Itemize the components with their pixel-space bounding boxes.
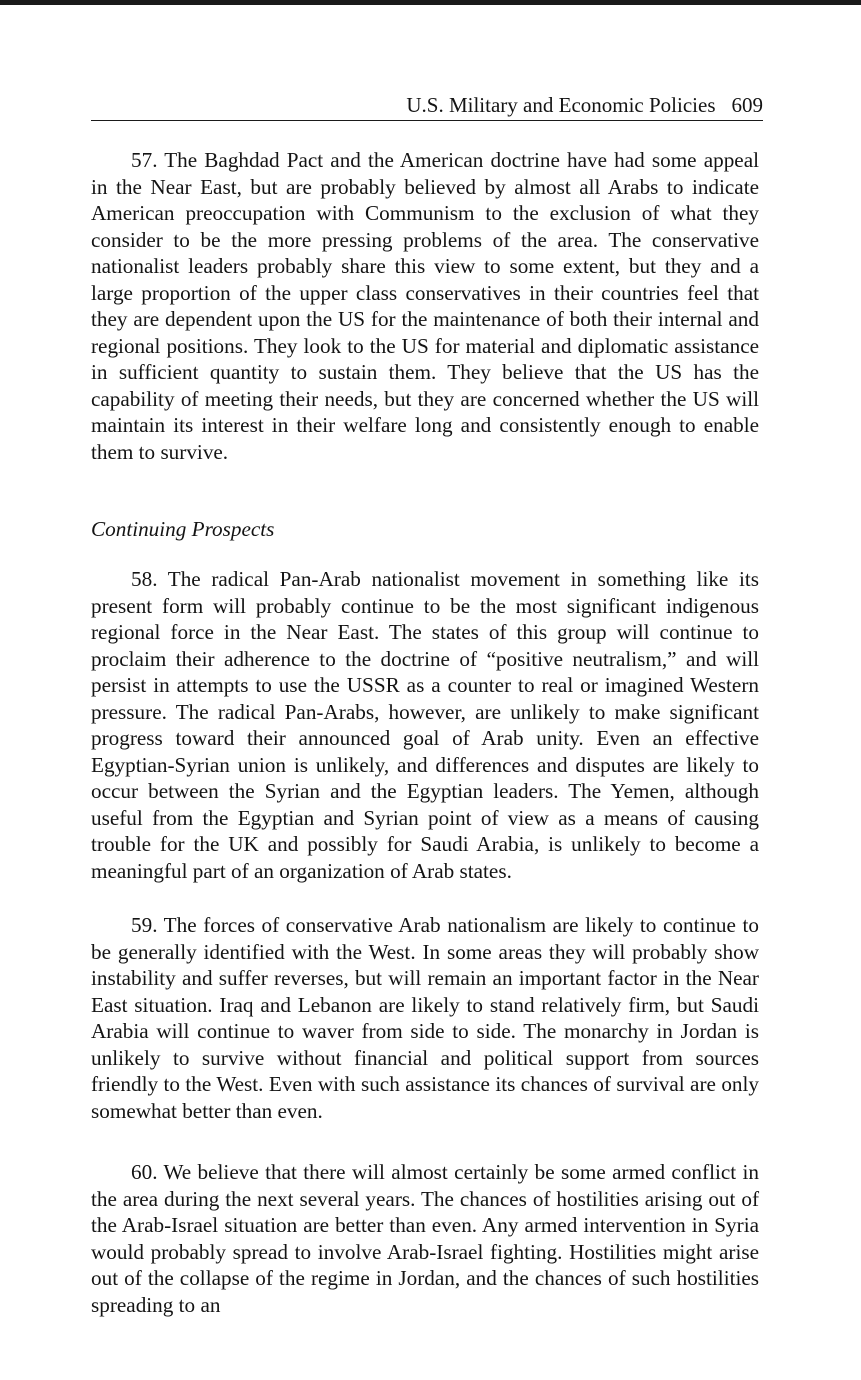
paragraph-57: [91, 147, 759, 465]
paragraph-59: [91, 912, 759, 1124]
running-head: [91, 90, 763, 121]
paragraph-60: [91, 1159, 759, 1318]
page-top-edge: [0, 0, 861, 5]
paragraph-60-text: 60. We believe that there will almost certainly be some armed conflict in the area during the next several years. The chances of hostilities arising out of the Arab-Israel situation are better than even. Any armed intervention in Syria would probably spread to involve Arab-Israel fighting. Hostilities might arise out of the collapse of the regime in Jordan, and the chances of such hostilities spreading to an: [91, 1160, 759, 1317]
paragraph-59-text: 59. The forces of conservative Arab nationalism are likely to continue to be generally identified with the West. In some areas they will probably show instability and suffer reverses, but will remain an important factor in the Near East situation. Iraq and Lebanon are likely to stand relatively firm, but Saudi Arabia will continue to waver from side to side. The monarchy in Jordan is unlikely to survive without financial and political support from sources friendly to the West. Even with such assistance its chances of survival are only somewhat better than even.: [91, 913, 759, 1123]
running-title: U.S. Military and Economic Policies: [406, 93, 716, 117]
page-number: 609: [731, 93, 763, 117]
section-heading: Continuing Prospects: [91, 517, 275, 541]
paragraph-58-text: 58. The radical Pan-Arab nationalist movement in something like its present form will probably continue to be the most significant indigenous regional force in the Near East. The states of this group will continue to proclaim their adherence to the doctrine of “positive neutralism,” and will persist in attempts to use the USSR as a counter to real or imagined Western pressure. The radical Pan-Arabs, however, are unlikely to make significant progress toward their announced goal of Arab unity. Even an effective Egyptian-Syrian union is unlikely, and differences and disputes are likely to occur between the Syrian and the Egyptian leaders. The Yemen, although useful from the Egyptian and Syrian point of view as a means of causing trouble for the UK and possibly for Saudi Arabia, is unlikely to become a meaningful part of an organization of Arab states.: [91, 567, 759, 883]
paragraph-58: [91, 566, 759, 884]
paragraph-57-text: 57. The Baghdad Pact and the American doctrine have had some appeal in the Near East, but are probably believed by almost all Arabs to indicate American preoccupation with Communism to the exclusion of what they consider to be the more pressing problems of the area. The conservative nationalist leaders probably share this view to some extent, but they and a large proportion of the upper class conservatives in their countries feel that they are dependent upon the US for the maintenance of both their internal and regional positions. They look to the US for material and diplomatic assistance in sufficient quantity to sustain them. They believe that the US has the capability of meeting their needs, but they are concerned whether the US will maintain its interest in their welfare long and consistently enough to enable them to survive.: [91, 148, 759, 464]
